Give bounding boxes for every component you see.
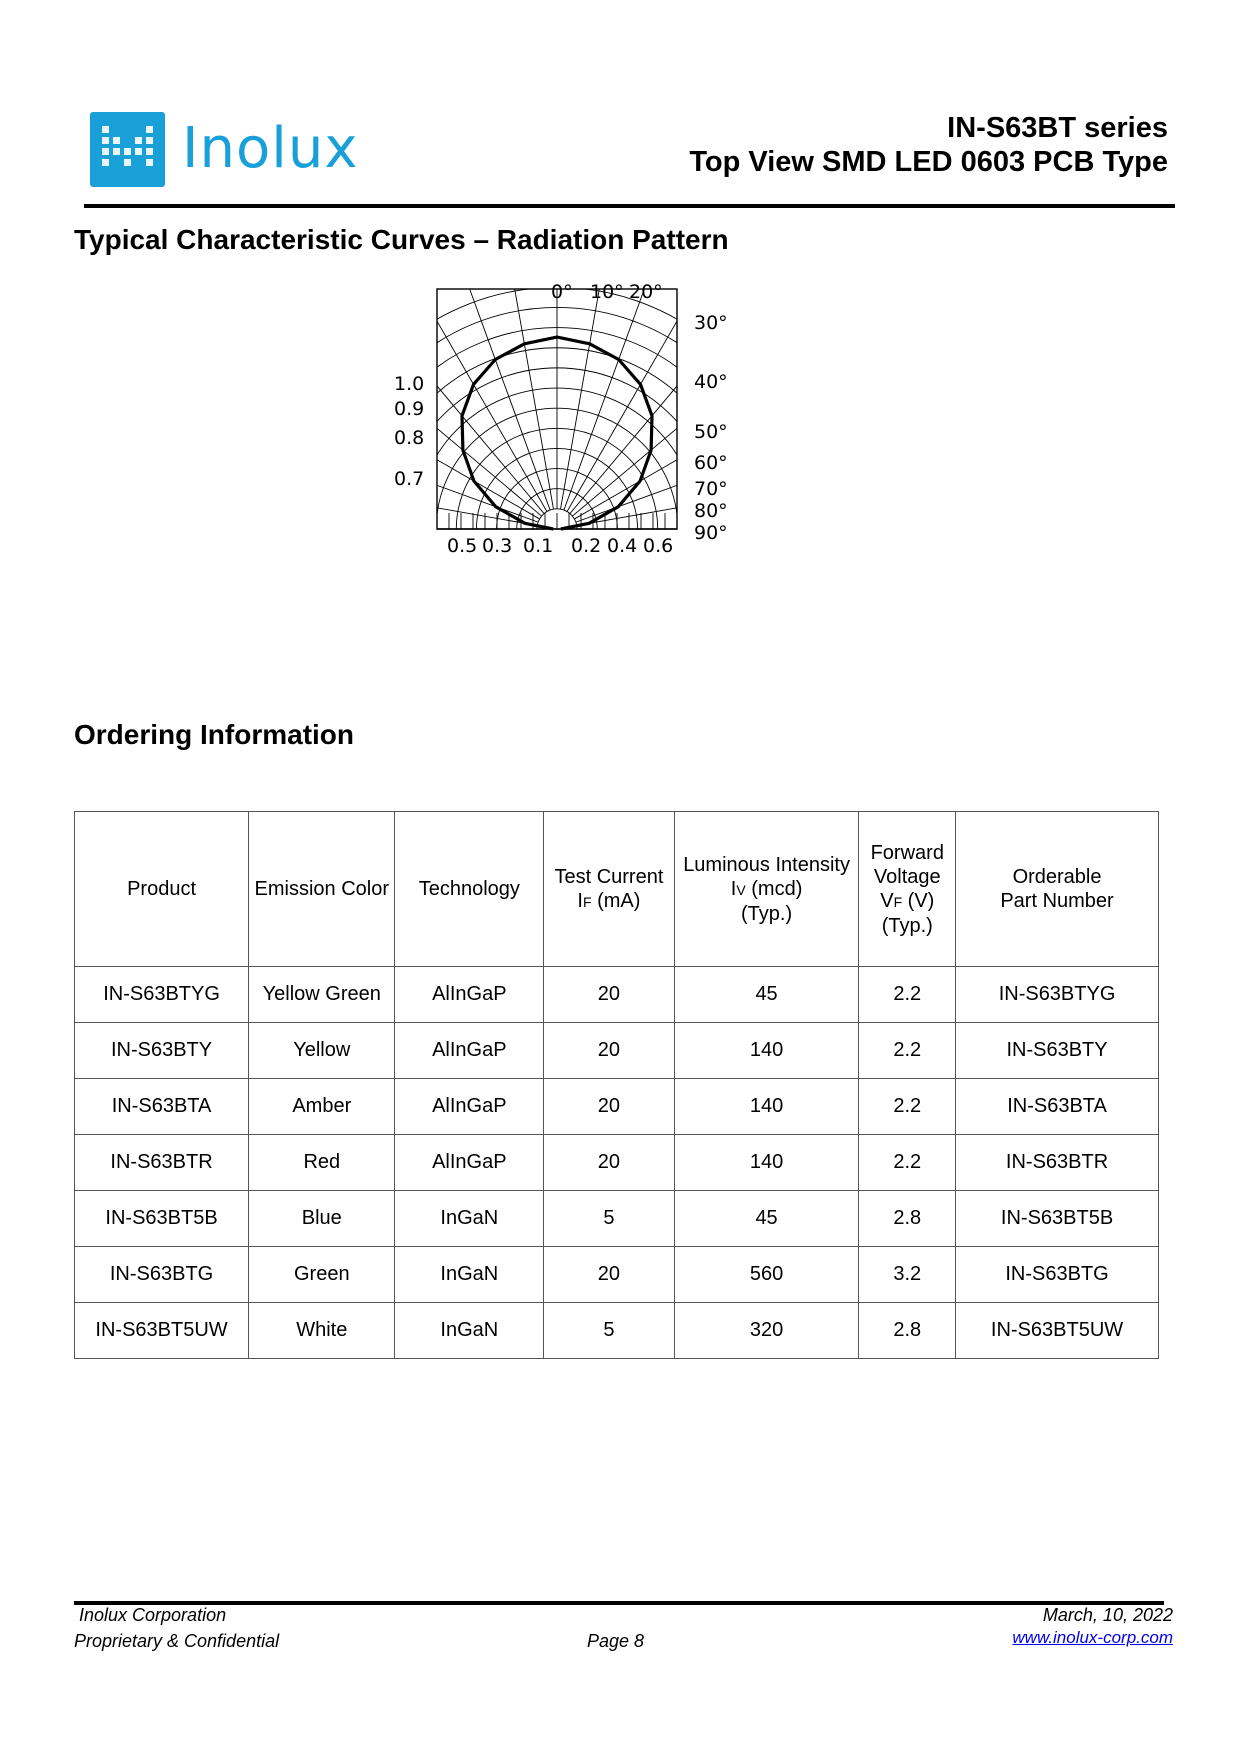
cell-forward-voltage: 2.2: [859, 967, 956, 1023]
cell-product: IN-S63BT5UW: [75, 1303, 249, 1359]
cell-product: IN-S63BTY: [75, 1023, 249, 1079]
cell-emission-color: Green: [249, 1247, 395, 1303]
cell-emission-color: Red: [249, 1135, 395, 1191]
angle-label: 50°: [694, 421, 728, 443]
cell-orderable-part-number: IN-S63BTG: [956, 1247, 1159, 1303]
angle-label: 80°: [694, 500, 728, 522]
radial-label: 0.9: [394, 398, 425, 420]
table-row: [75, 1191, 1159, 1247]
cell-orderable-part-number: IN-S63BT5B: [956, 1191, 1159, 1247]
bottom-label-left: 0.1: [523, 535, 554, 557]
header-divider: [84, 204, 1175, 208]
table-row: [75, 1247, 1159, 1303]
ordering-section-title: Ordering Information: [74, 719, 354, 750]
table-body: [75, 967, 1159, 1359]
cell-orderable-part-number: IN-S63BT5UW: [956, 1303, 1159, 1359]
cell-emission-color: White: [249, 1303, 395, 1359]
cell-test-current: 20: [544, 967, 674, 1023]
logo-text: Inolux: [182, 116, 359, 181]
cell-technology: InGaN: [395, 1247, 544, 1303]
angle-label: 30°: [694, 312, 728, 334]
cell-orderable-part-number: IN-S63BTYG: [956, 967, 1159, 1023]
company-logo: [90, 112, 359, 190]
grid-spoke: [576, 392, 933, 522]
table-row: [75, 1303, 1159, 1359]
ordering-table: [74, 811, 1159, 1359]
cell-test-current: 20: [544, 1079, 674, 1135]
cell-emission-color: Yellow Green: [249, 967, 395, 1023]
cell-technology: InGaN: [395, 1303, 544, 1359]
angle-label: 90°: [694, 522, 728, 544]
cell-test-current: 5: [544, 1303, 674, 1359]
grid-spoke: [574, 329, 903, 519]
radial-label: 0.8: [394, 427, 425, 449]
grid-spoke: [163, 460, 537, 526]
cell-luminous-intensity: 45: [674, 1191, 859, 1247]
cell-test-current: 20: [544, 1023, 674, 1079]
grid-spoke: [570, 223, 814, 514]
cell-luminous-intensity: 45: [674, 967, 859, 1023]
table-header-row: [75, 812, 1159, 967]
cell-product: IN-S63BT5B: [75, 1191, 249, 1247]
footer-divider: [74, 1601, 1164, 1605]
grid-spoke: [560, 135, 626, 509]
angle-label: 60°: [694, 452, 728, 474]
bottom-label-left: 0.3: [482, 535, 513, 557]
angle-label: 70°: [694, 478, 728, 500]
angle-label: 10°: [590, 281, 624, 303]
logo-mark-icon: [90, 112, 165, 187]
grid-spoke: [488, 135, 554, 509]
bottom-label-right: 0.6: [643, 535, 674, 557]
header-emission-color: Emission Color: [249, 812, 395, 967]
cell-forward-voltage: 2.2: [859, 1079, 956, 1135]
cell-luminous-intensity: 140: [674, 1135, 859, 1191]
cell-orderable-part-number: IN-S63BTR: [956, 1135, 1159, 1191]
cell-product: IN-S63BTG: [75, 1247, 249, 1303]
footer-website-link[interactable]: www.inolux-corp.com: [1012, 1628, 1173, 1647]
cell-luminous-intensity: 140: [674, 1023, 859, 1079]
cell-forward-voltage: 2.2: [859, 1135, 956, 1191]
cell-forward-voltage: 2.2: [859, 1023, 956, 1079]
cell-test-current: 20: [544, 1247, 674, 1303]
cell-technology: InGaN: [395, 1191, 544, 1247]
footer-confidential: Proprietary & Confidential: [74, 1631, 280, 1651]
cell-emission-color: Amber: [249, 1079, 395, 1135]
table-row: [75, 1023, 1159, 1079]
header-orderable-part-number: Orderable Part Number: [956, 812, 1159, 967]
bottom-label-left: 0.5: [447, 535, 478, 557]
footer-page-number: Page 8: [587, 1631, 645, 1651]
header-test-current: Test Current IF (mA): [544, 812, 674, 967]
cell-technology: AlInGaP: [395, 967, 544, 1023]
cell-technology: AlInGaP: [395, 1135, 544, 1191]
cell-technology: AlInGaP: [395, 1079, 544, 1135]
cell-luminous-intensity: 320: [674, 1303, 859, 1359]
cell-emission-color: Blue: [249, 1191, 395, 1247]
cell-product: IN-S63BTYG: [75, 967, 249, 1023]
grid-spoke: [211, 329, 540, 519]
angle-label: 40°: [694, 371, 728, 393]
header-product: Product: [75, 812, 249, 967]
footer-company: Inolux Corporation: [79, 1605, 227, 1625]
grid-spoke: [577, 460, 951, 526]
angle-label: 0°: [551, 281, 573, 303]
cell-orderable-part-number: IN-S63BTY: [956, 1023, 1159, 1079]
header-technology: Technology: [395, 812, 544, 967]
table-row: [75, 1135, 1159, 1191]
bottom-label-right: 0.2: [571, 535, 602, 557]
header-forward-voltage: Forward Voltage VF (V) (Typ.): [859, 812, 956, 967]
table-row: [75, 1079, 1159, 1135]
radiation-pattern-chart: [394, 280, 800, 630]
product-type-title: Top View SMD LED 0603 PCB Type: [689, 146, 1168, 178]
cell-test-current: 5: [544, 1191, 674, 1247]
cell-forward-voltage: 3.2: [859, 1247, 956, 1303]
series-title: IN-S63BT series: [947, 112, 1168, 144]
cell-orderable-part-number: IN-S63BTA: [956, 1079, 1159, 1135]
radial-label: 1.0: [394, 373, 425, 395]
cell-technology: AlInGaP: [395, 1023, 544, 1079]
radiation-section-title: Typical Characteristic Curves – Radiation Pattern: [74, 224, 729, 255]
cell-product: IN-S63BTR: [75, 1135, 249, 1191]
cell-product: IN-S63BTA: [75, 1079, 249, 1135]
cell-forward-voltage: 2.8: [859, 1191, 956, 1247]
cell-emission-color: Yellow: [249, 1023, 395, 1079]
cell-luminous-intensity: 140: [674, 1079, 859, 1135]
cell-test-current: 20: [544, 1135, 674, 1191]
bottom-label-right: 0.4: [607, 535, 638, 557]
cell-forward-voltage: 2.8: [859, 1303, 956, 1359]
header-luminous-intensity: Luminous Intensity IV (mcd) (Typ.): [674, 812, 859, 967]
cell-luminous-intensity: 560: [674, 1247, 859, 1303]
radial-label: 0.7: [394, 468, 425, 490]
angle-label: 20°: [629, 281, 663, 303]
table-row: [75, 967, 1159, 1023]
footer-date: March, 10, 2022: [1042, 1605, 1173, 1625]
grid-spoke: [181, 392, 538, 522]
